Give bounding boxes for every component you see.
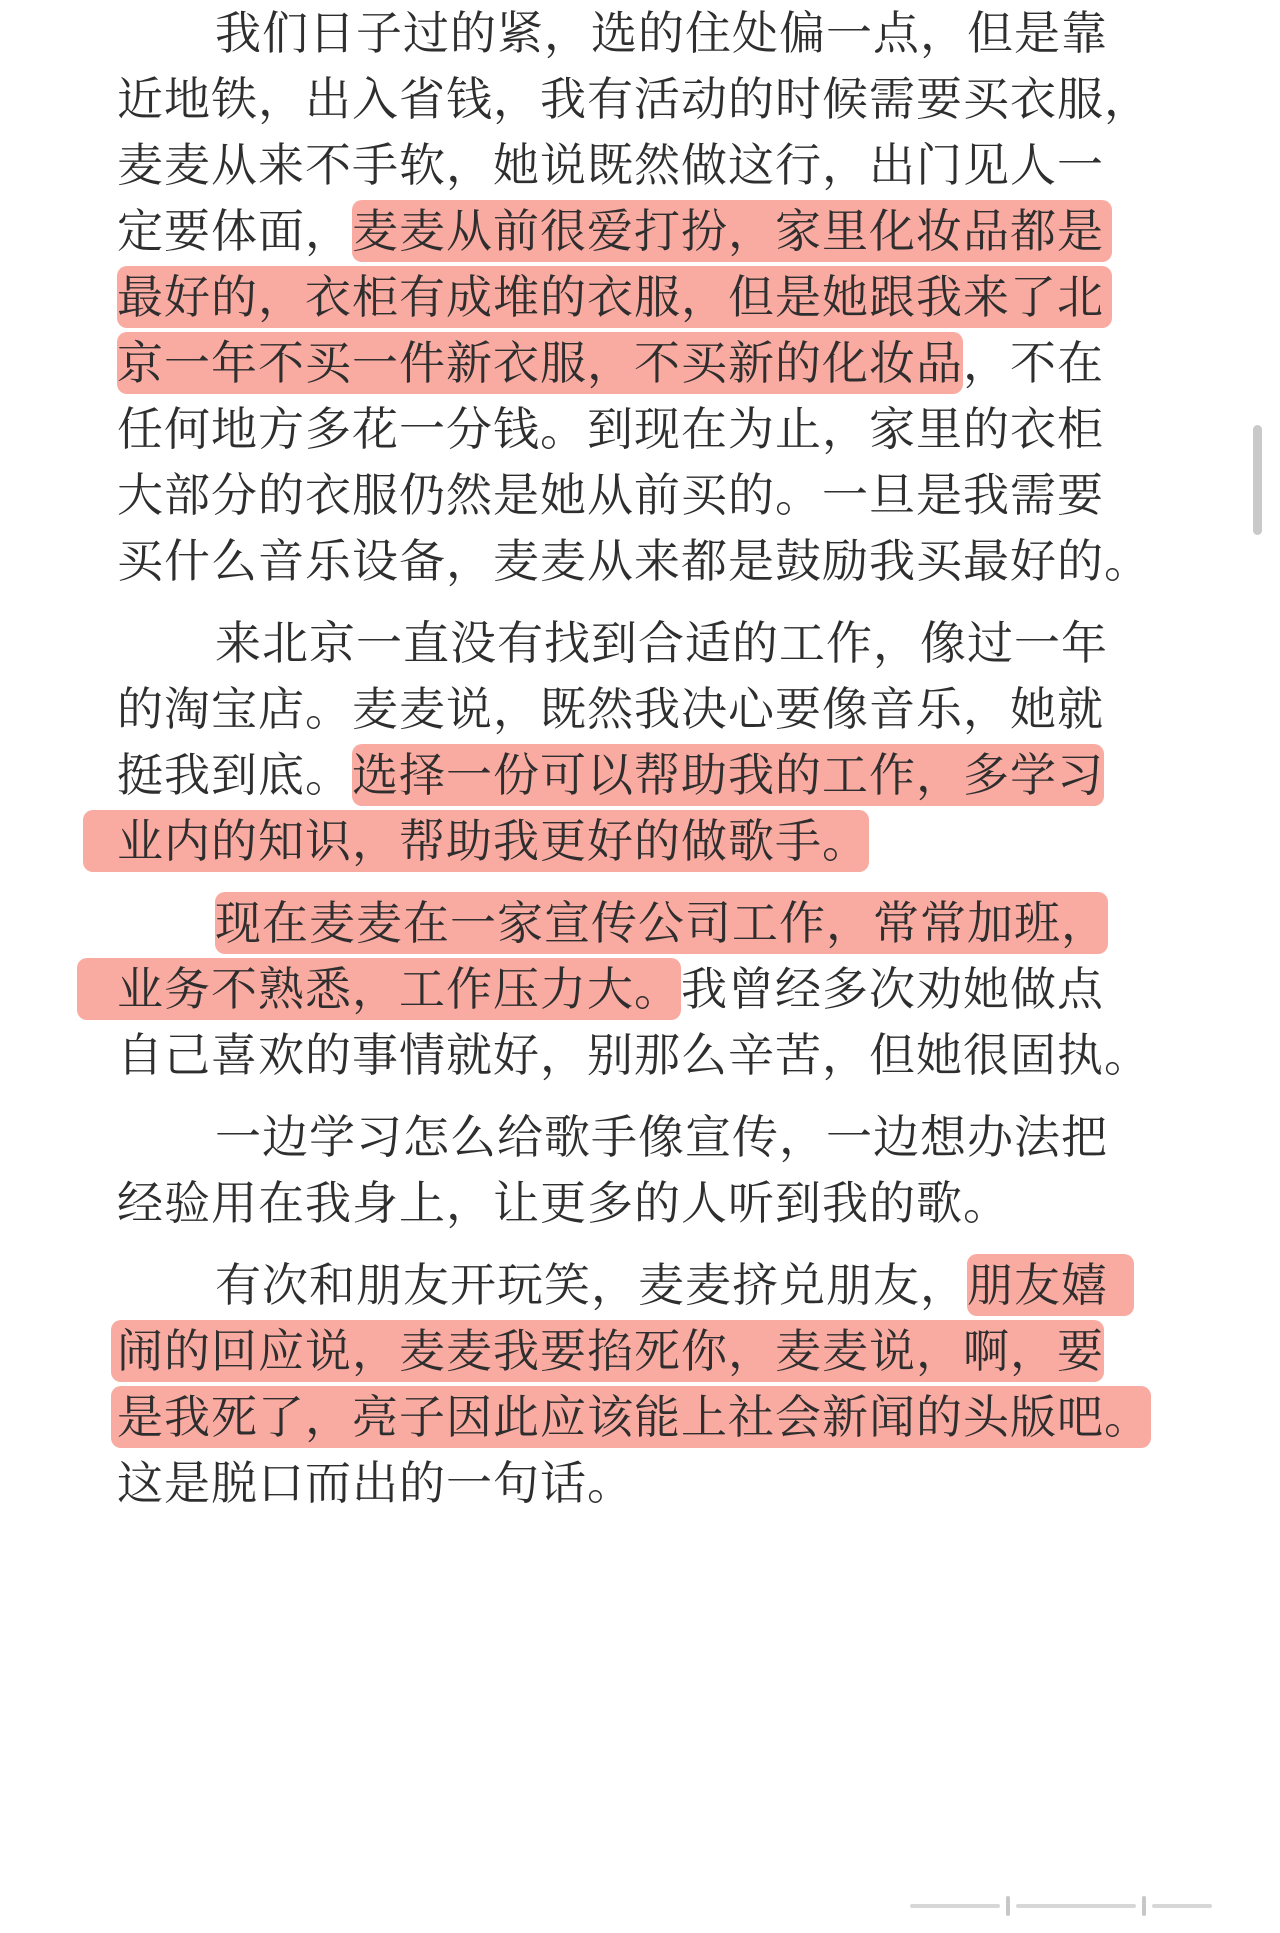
text-line	[117, 196, 1159, 266]
highlighted-text: 选择一份可以帮助我的工作，多学习	[352, 744, 1104, 806]
highlighted-text: 业务不熟悉，工作压力大。	[77, 958, 681, 1020]
text-line	[215, 1102, 1159, 1172]
text-segment: ，不在	[963, 336, 1104, 390]
text-segment: 任何地方多花一分钱。到现在为止，家里的衣柜	[117, 402, 1104, 456]
highlighted-text: 闹的回应说，麦麦我要掐死你，麦麦说，啊，要	[111, 1320, 1104, 1382]
highlighted-text: 现在麦麦在一家宣传公司工作，常常加班，	[215, 892, 1108, 954]
text-line	[117, 328, 1159, 398]
text-segment: 一边学习怎么给歌手像宣传，一边想办法把	[215, 1110, 1108, 1164]
text-segment: 我曾经多次劝她做点	[681, 962, 1104, 1016]
text-segment: 挺我到底。	[117, 748, 352, 802]
text-segment: 大部分的衣服仍然是她从前买的。一旦是我需要	[117, 468, 1104, 522]
text-line	[117, 674, 1159, 744]
text-line	[117, 130, 1159, 200]
text-line	[117, 954, 1159, 1024]
text-line	[117, 394, 1159, 464]
text-line	[117, 1168, 1159, 1238]
text-line	[215, 0, 1159, 68]
text-segment: 我们日子过的紧，选的住处偏一点，但是靠	[215, 6, 1108, 60]
text-line	[117, 526, 1159, 596]
text-segment: 近地铁，出入省钱，我有活动的时候需要买衣服，	[117, 72, 1151, 126]
text-segment: 这是脱口而出的一句话。	[117, 1456, 634, 1510]
text-segment: 有次和朋友开玩笑，麦麦挤兑朋友，	[215, 1258, 967, 1312]
text-line	[215, 608, 1159, 678]
highlighted-text: 最好的，衣柜有成堆的衣服，但是她跟我来了北	[117, 266, 1112, 328]
text-segment: 买什么音乐设备，麦麦从来都是鼓励我买最好的。	[117, 534, 1151, 588]
highlighted-text: 麦麦从前很爱打扮，家里化妆品都是	[352, 200, 1112, 262]
text-line	[117, 1448, 1159, 1518]
highlighted-text: 是我死了，亮子因此应该能上社会新闻的头版吧。	[111, 1386, 1151, 1448]
text-line	[117, 1316, 1159, 1386]
text-segment: 麦麦从来不手软，她说既然做这行，出门见人一	[117, 138, 1104, 192]
bottom-indicator	[910, 1893, 1250, 1919]
text-segment: 来北京一直没有找到合适的工作，像过一年	[215, 616, 1108, 670]
text-line	[117, 1020, 1159, 1090]
text-segment: 定要体面，	[117, 204, 352, 258]
text-segment: 的淘宝店。麦麦说，既然我决心要像音乐，她就	[117, 682, 1104, 736]
text-line	[117, 64, 1159, 134]
text-line	[117, 262, 1159, 332]
text-line	[215, 888, 1159, 958]
text-segment: 自己喜欢的事情就好，别那么辛苦，但她很固执。	[117, 1028, 1151, 1082]
text-line	[117, 740, 1159, 810]
text-line	[215, 1250, 1159, 1320]
highlighted-text: 朋友嬉	[967, 1254, 1134, 1316]
text-line	[117, 460, 1159, 530]
text-segment: 经验用在我身上，让更多的人听到我的歌。	[117, 1176, 1010, 1230]
text-line	[117, 806, 1159, 876]
highlighted-text: 业内的知识，帮助我更好的做歌手。	[83, 810, 869, 872]
highlighted-text: 京一年不买一件新衣服，不买新的化妆品	[117, 332, 963, 394]
scrollbar-thumb[interactable]	[1253, 425, 1262, 535]
text-line	[117, 1382, 1159, 1452]
